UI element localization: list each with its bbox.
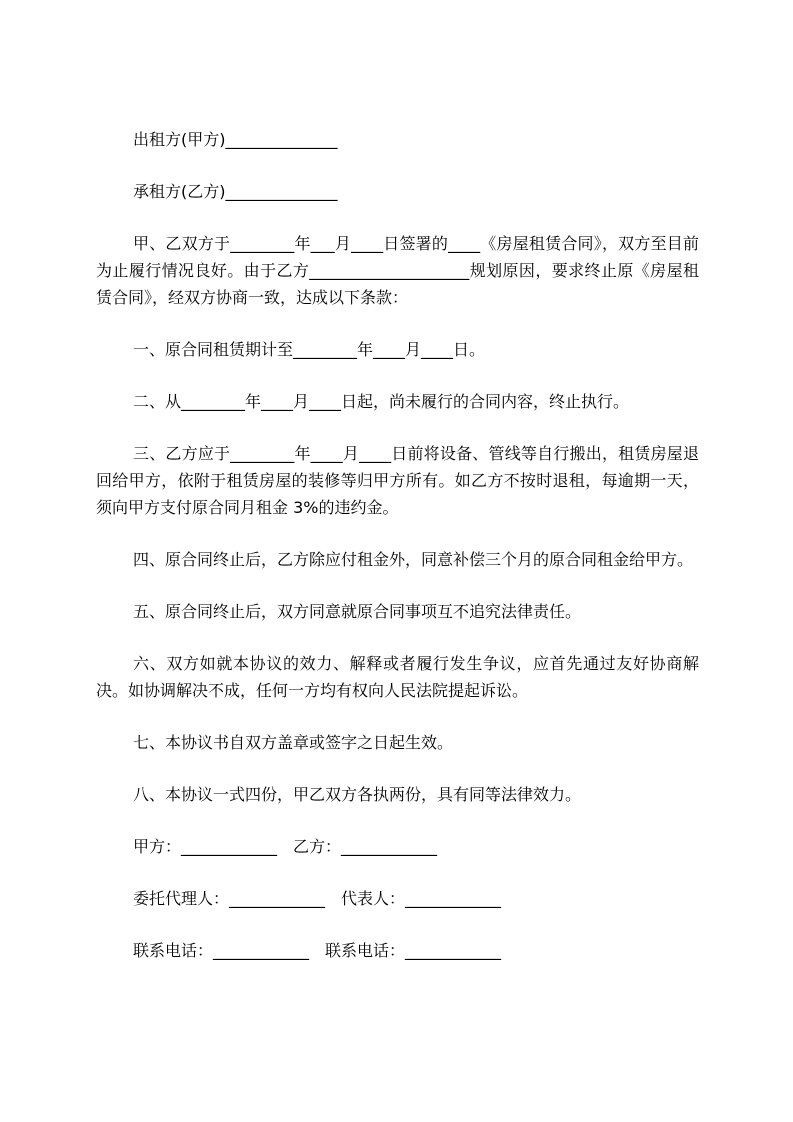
signature-parties-line: 甲方：____________ 乙方：____________ xyxy=(133,837,438,856)
clause-4: 四、原合同终止后，乙方除应付租金外，同意补偿三个月的原合同租金给甲方。 xyxy=(133,550,694,569)
lessee-party-line: 承租方(乙方)______________ xyxy=(133,182,338,201)
clause-1: 一、原合同租赁期计至________年____月____日。 xyxy=(133,340,486,359)
signature-phones-line: 联系电话：____________ 联系电话：____________ xyxy=(133,941,502,960)
clause-7: 七、本协议书自双方盖章或签字之日起生效。 xyxy=(133,733,454,752)
lessor-party-line: 出租方(甲方)______________ xyxy=(133,130,338,149)
signature-agents-line: 委托代理人：____________ 代表人：____________ xyxy=(133,889,502,908)
clause-5: 五、原合同终止后，双方同意就原合同事项互不追究法律责任。 xyxy=(133,602,582,621)
clause-6: 六、双方如就本协议的效力、解释或者履行发生争议，应首先通过友好协商解决。如协调解决不成，任何一方均有权向人民法院提起诉讼。 xyxy=(96,654,699,700)
clause-3: 三、乙方应于________年____月____日前将设备、管线等自行搬出，租赁房屋退回给甲方，依附于租赁房屋的装修等归甲方所有。如乙方不按时退租，每逾期一天，须向甲方支付原合同月租金 3%的违约金。 xyxy=(96,444,699,517)
preamble-paragraph: 甲、乙双方于________年___月____日签署的____《房屋租赁合同》，双方至目前为止履行情况良好。由于乙方____________________规划原因，要求终止原《房屋租赁合同》，经双方协商一致，达成以下条款： xyxy=(96,234,699,307)
clause-2: 二、从________年____月____日起，尚未履行的合同内容，终止执行。 xyxy=(133,392,630,411)
clause-8: 八、本协议一式四份，甲乙双方各执两份，具有同等法律效力。 xyxy=(133,785,582,804)
